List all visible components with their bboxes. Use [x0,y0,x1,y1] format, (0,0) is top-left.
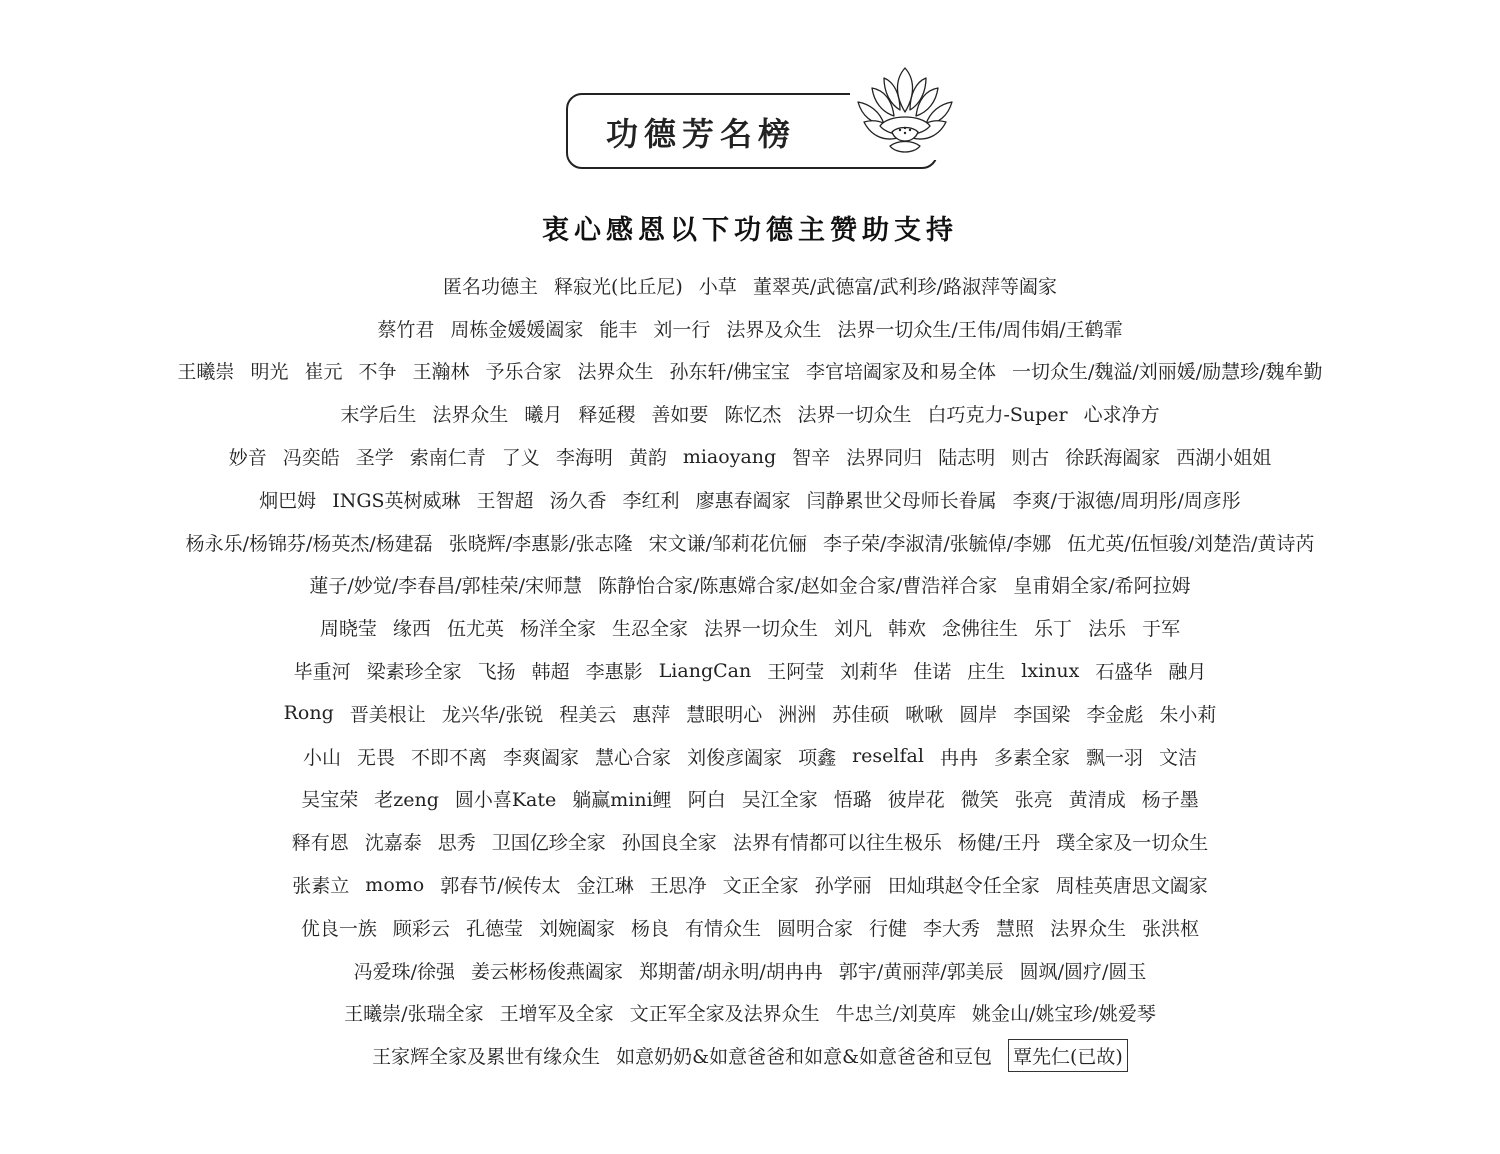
donor-row [0,778,1500,821]
donor-name: 金江琳 [576,875,634,898]
donor-name: 苏佳硕 [832,703,890,726]
donor-name: 顾彩云 [392,917,450,940]
donor-name: 孔德莹 [465,917,523,940]
donor-name: 庄生 [967,661,1006,684]
donor-list [0,264,1500,1077]
subtitle: 衷心感恩以下功德主赞助支持 [542,215,958,246]
donor-name: 圣学 [355,447,394,470]
donor-name: 王增军及全家 [499,1003,614,1026]
donor-name: 融月 [1168,661,1207,684]
donor-name: 沈嘉泰 [364,832,422,855]
donor-name: 周晓莹 [319,618,377,641]
donor-name: 杨子墨 [1141,789,1199,812]
donor-name: 小草 [698,275,737,298]
donor-name: 杨良 [630,917,669,940]
donor-name: 郭春节/候传太 [440,875,561,898]
donor-name: 优良一族 [300,917,377,940]
donor-row [0,264,1500,307]
donor-row [0,906,1500,949]
donor-name: 佳诺 [913,661,952,684]
donor-name: 王家辉全家及累世有缘众生 [372,1046,601,1069]
donor-name: 法界一切众生/王伟/周伟娟/王鹤霏 [837,318,1123,341]
donor-name: 不即不离 [411,746,488,769]
donor-name: 张晓辉/李惠影/张志隆 [448,532,633,555]
donor-name: 缘西 [392,618,431,641]
donor-name: 文正军全家及法界众生 [629,1003,820,1026]
donor-name: 刘俊彦阖家 [687,746,783,769]
donor-name: 法界有情都可以往生极乐 [732,832,942,855]
donor-name: 法界一切众生 [703,618,818,641]
donor-name: 伍尤英/伍恒骏/刘楚浩/黄诗芮 [1067,532,1315,555]
donor-row [0,392,1500,435]
donor-name: 宋文谦/邹莉花伉俪 [648,532,807,555]
donor-name: Rong [283,702,334,725]
donor-name: 崔元 [304,361,343,384]
donor-name: 法界及众生 [726,318,822,341]
donor-name: 王曦崇/张瑞全家 [344,1003,484,1026]
donor-row [0,521,1500,564]
donor-name: 索南仁青 [409,447,486,470]
donor-name: 行健 [869,917,908,940]
donor-name: 圆明合家 [777,917,854,940]
donor-name: 李惠影 [585,661,643,684]
donor-name: 文正全家 [722,875,799,898]
donor-name: LiangCan [658,659,752,682]
donor-name: 吴江全家 [741,789,818,812]
donor-name: 徐跃海阖家 [1065,447,1161,470]
donor-name: 惠萍 [632,703,671,726]
donor-name: 张亮 [1014,789,1053,812]
donor-name: 有情众生 [684,917,761,940]
donor-name: 则古 [1011,447,1050,470]
donor-name: 李金彪 [1086,703,1144,726]
donor-name: 廖惠春阖家 [695,489,791,512]
donor-name: 无畏 [357,746,396,769]
donor-name: 圆小喜Kate [454,789,557,812]
donor-name: 陈忆杰 [724,404,782,427]
donor-name: 曦月 [524,404,563,427]
donor-name: 冯爱珠/徐强 [353,960,455,983]
donor-name: 王智超 [476,489,534,512]
donor-name: 覃先仁(已故) [1008,1039,1128,1072]
donor-name: 姜云彬杨俊燕阖家 [470,960,623,983]
donor-name: 一切众生/魏溢/刘丽媛/励慧珍/魏牟勤 [1011,361,1323,384]
donor-name: 妙音 [228,447,267,470]
donor-name: 黄清成 [1068,789,1126,812]
donor-name: 慧心合家 [595,746,672,769]
donor-name: 于军 [1142,618,1181,641]
donor-name: 刘凡 [834,618,873,641]
donor-name: 飘一羽 [1085,746,1143,769]
donor-name: 龙兴华/张锐 [441,703,544,726]
donor-name: 朱小莉 [1159,703,1217,726]
donor-name: 法界众生 [577,361,654,384]
donor-name: 了义 [501,447,540,470]
donor-name: 陈静怡合家/陈惠嫦合家/赵如金合家/曹浩祥合家 [597,575,998,598]
donor-name: 郑期蕾/胡永明/胡冉冉 [638,960,823,983]
donor-name: momo [365,873,425,896]
donor-row [0,649,1500,692]
donor-name: 小山 [302,746,341,769]
donor-row [0,735,1500,778]
donor-row [0,564,1500,607]
donor-row [0,307,1500,350]
donor-name: 皇甫娟全家/希阿拉姆 [1013,575,1191,598]
donor-name: 璞全家及一切众生 [1056,832,1209,855]
donor-name: 圆飒/圆疗/圆玉 [1019,960,1147,983]
donor-name: 闫静累世父母师长眷属 [806,489,997,512]
donor-name: 能丰 [599,318,638,341]
donor-name: 李爽/于淑德/周玥彤/周彦彤 [1012,489,1241,512]
donor-name: 牛忠兰/刘莫库 [835,1003,957,1026]
donor-name: 石盛华 [1095,661,1153,684]
donor-row [0,949,1500,992]
donor-name: miaoyang [682,445,777,468]
donor-name: 李红利 [622,489,680,512]
donor-name: 悟璐 [833,789,872,812]
donor-name: 飞扬 [477,661,516,684]
donor-name: 刘莉华 [840,661,898,684]
donor-name: 杨洋全家 [519,618,596,641]
donor-name: lxinux [1021,659,1080,682]
donor-name: 李海明 [555,447,613,470]
donor-name: 多素全家 [993,746,1070,769]
donor-name: 杨永乐/杨锦芬/杨英杰/杨建磊 [185,532,433,555]
donor-name: 李子荣/李淑清/张毓倬/李娜 [823,532,1052,555]
donor-name: 西湖小姐姐 [1176,447,1272,470]
donor-name: 郭宇/黄丽萍/郭美辰 [838,960,1004,983]
donor-name: 毕重河 [293,661,351,684]
donor-row [0,435,1500,478]
donor-name: 圆岸 [959,703,998,726]
donor-name: 躺赢mini鲤 [572,789,672,812]
donor-name: 释有恩 [291,832,349,855]
donor-name: 阿白 [687,789,726,812]
donor-name: 孙学丽 [814,875,872,898]
donor-name: 张素立 [292,875,350,898]
donor-name: 孙东轩/佛宝宝 [669,361,790,384]
donor-name: 法界一切众生 [797,404,912,427]
donor-name: 蓮子/妙觉/李春昌/郭桂荣/宋师慧 [309,575,582,598]
donor-name: 法界同归 [846,447,923,470]
donor-name: 蔡竹君 [377,318,435,341]
donor-name: INGS英树威琳 [332,489,461,512]
donor-name: 田灿琪赵令任全家 [887,875,1040,898]
donor-name: 不争 [358,361,397,384]
donor-name: 刘一行 [653,318,711,341]
donor-name: 生忍全家 [611,618,688,641]
donor-name: 冉冉 [939,746,978,769]
donor-name: 刘婉阖家 [538,917,615,940]
donor-name: 法界众生 [432,404,509,427]
donor-name: 末学后生 [340,404,417,427]
donor-name: 项鑫 [798,746,837,769]
donor-name: 智辛 [792,447,831,470]
donor-name: 慧照 [996,917,1035,940]
donor-name: 孙国良全家 [621,832,717,855]
donor-name: 张洪枢 [1142,917,1200,940]
donor-name: 程美云 [559,703,617,726]
donor-name: 啾啾 [905,703,944,726]
donor-name: 周桂英唐思文阖家 [1055,875,1208,898]
donor-name: 匿名功德主 [442,275,538,298]
donor-name: 伍尤英 [446,618,504,641]
donor-name: 韩欢 [888,618,927,641]
donor-row [0,820,1500,863]
donor-name: 吴宝荣 [301,789,359,812]
lotus-icon [850,64,960,160]
donor-name: reselfal [852,745,924,768]
donor-name: 韩超 [531,661,570,684]
donor-name: 姚金山/姚宝珍/姚爱琴 [972,1003,1156,1026]
page-title: 功德芳名榜 [606,115,797,153]
donor-name: 微笑 [960,789,999,812]
donor-name: 彼岸花 [887,789,945,812]
donor-name: 梁素珍全家 [366,661,462,684]
donor-name: 汤久香 [549,489,607,512]
donor-name: 思秀 [437,832,476,855]
donor-name: 卫国亿珍全家 [491,832,606,855]
donor-name: 白巧克力-Super [927,404,1068,427]
donor-name: 李官培阖家及和易全体 [805,361,996,384]
donor-name: 文洁 [1158,746,1197,769]
donor-name: 慧眼明心 [686,703,763,726]
donor-name: 王阿莹 [767,661,825,684]
donor-name: 乐丁 [1034,618,1073,641]
donor-name: 心求净方 [1083,404,1160,427]
donor-name: 冯奕皓 [282,447,340,470]
donor-name: 李国梁 [1013,703,1071,726]
donor-name: 王瀚林 [412,361,470,384]
donor-name: 念佛往生 [942,618,1019,641]
donor-row [0,606,1500,649]
donor-row [0,863,1500,906]
donor-name: 法乐 [1088,618,1127,641]
donor-name: 周栋金媛媛阖家 [450,318,584,341]
donor-row [0,992,1500,1035]
donor-row [0,350,1500,393]
donor-row [0,478,1500,521]
donor-name: 晋美根让 [349,703,426,726]
donor-name: 李爽阖家 [503,746,580,769]
donor-name: 予乐合家 [485,361,562,384]
donor-name: 李大秀 [923,917,981,940]
donor-name: 杨健/王丹 [957,832,1041,855]
donor-name: 释延稷 [578,404,636,427]
donor-name: 释寂光(比丘尼) [553,275,683,298]
donor-name: 王曦崇 [177,361,235,384]
donor-name: 洲洲 [778,703,817,726]
donor-name: 法界众生 [1050,917,1127,940]
donor-name: 董翠英/武德富/武利珍/路淑萍等阖家 [752,275,1058,298]
donor-name: 善如要 [651,404,709,427]
donor-row [0,692,1500,735]
donor-name: 陆志明 [938,447,996,470]
donor-name: 炯巴姆 [259,489,317,512]
donor-name: 老zeng [374,789,439,812]
donor-name: 如意奶奶&如意爸爸和如意&如意爸爸和豆包 [616,1046,992,1069]
donor-name: 王思净 [649,875,707,898]
donor-name: 黄韵 [628,447,667,470]
donor-row [0,1034,1500,1077]
donor-name: 明光 [250,361,289,384]
